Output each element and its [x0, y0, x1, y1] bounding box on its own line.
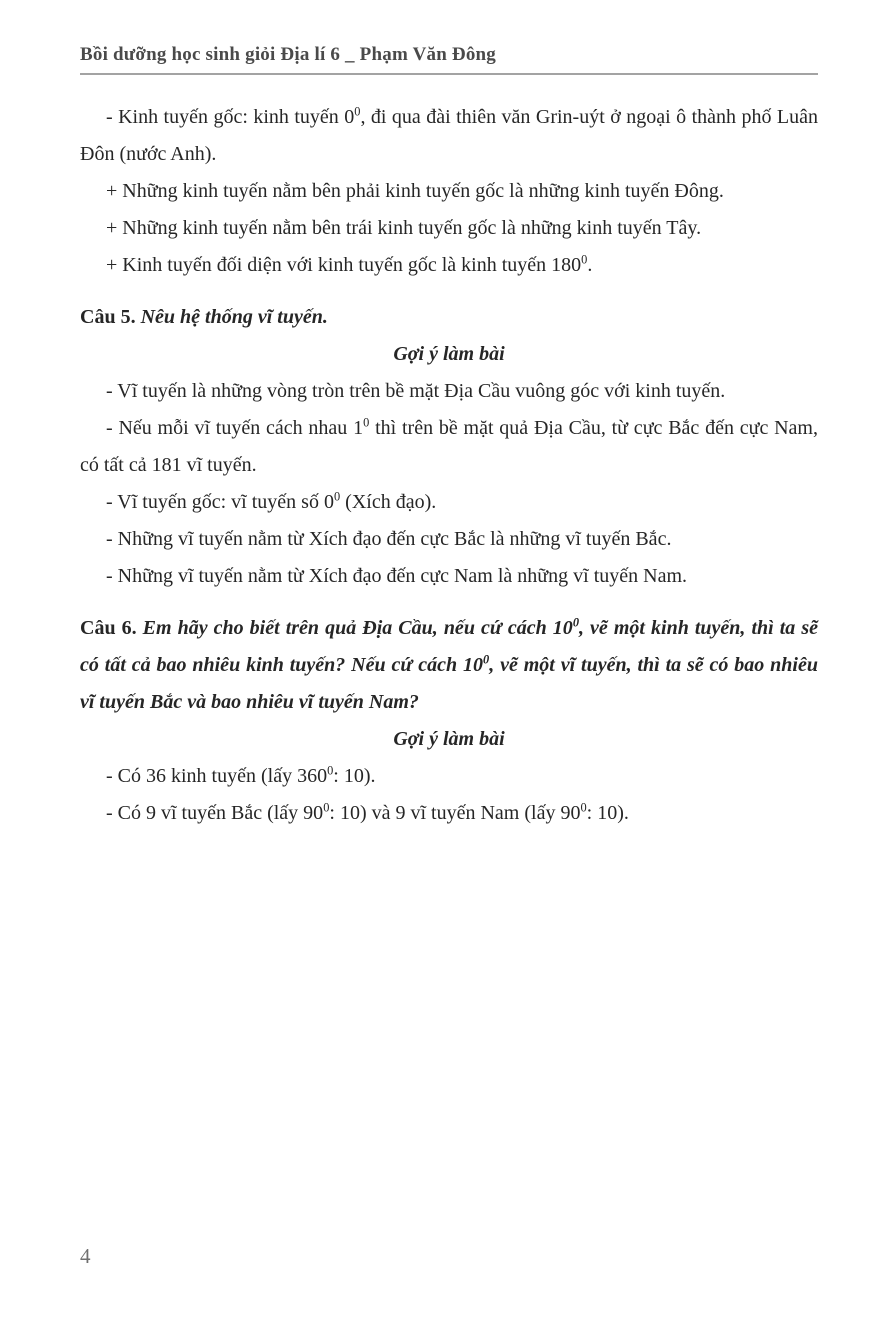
question-6-heading	[80, 610, 818, 721]
text-run: + Những kinh tuyến nằm bên trái kinh tuyến gốc là những kinh tuyến Tây.	[106, 217, 702, 239]
text-run: - Nếu mỗi vĩ tuyến cách nhau 1	[106, 417, 364, 439]
paragraph-meridian-east	[80, 173, 818, 210]
text-run: : 10) và 9 vĩ tuyến Nam (lấy 90	[329, 802, 581, 824]
superscript-degree: 0	[333, 489, 341, 504]
paragraph-parallel-prime	[80, 484, 818, 521]
text-run: - Vĩ tuyến là những vòng tròn trên bề mặt Địa Cầu vuông góc với kinh tuyến.	[106, 380, 726, 402]
superscript-degree: 0	[483, 652, 490, 667]
paragraph-meridian-prime	[80, 99, 818, 173]
superscript-degree: 0	[354, 104, 361, 119]
superscript-degree: 0	[580, 800, 587, 815]
document-body	[80, 99, 818, 832]
text-run: Câu 5.	[80, 306, 141, 328]
text-run: Gợi ý làm bài	[393, 343, 505, 365]
text-run: (Xích đạo).	[340, 491, 437, 513]
hint-heading-2	[80, 721, 818, 758]
paragraph-answer-parallels	[80, 795, 818, 832]
paragraph-parallel-def	[80, 373, 818, 410]
page-number: 4	[80, 1244, 91, 1268]
text-run: : 10).	[333, 765, 376, 787]
text-run: Nêu hệ thống vĩ tuyến.	[140, 306, 328, 328]
text-run: - Có 9 vĩ tuyến Bắc (lấy 90	[106, 802, 324, 824]
text-run: thì trên bề mặt quả Địa Cầu, từ cực Bắc đến cực Nam, có tất cả 181 vĩ tuyến.	[80, 417, 818, 476]
text-run: .	[587, 254, 593, 276]
paragraph-answer-meridians	[80, 758, 818, 795]
text-run: , đi qua đài thiên văn Grin-uýt ở ngoại ô thành phố Luân Đôn (nước Anh).	[80, 106, 818, 165]
paragraph-meridian-180	[80, 247, 818, 284]
paragraph-parallel-south	[80, 558, 818, 595]
text-run: - Vĩ tuyến gốc: vĩ tuyến số 0	[106, 491, 334, 513]
text-run: + Những kinh tuyến nằm bên phải kinh tuyến gốc là những kinh tuyến Đông.	[106, 180, 724, 202]
superscript-degree: 0	[581, 252, 588, 267]
text-run: , vẽ một kinh tuyến, thì ta sẽ có tất cả bao nhiêu kinh tuyến? Nếu cứ cách 10	[80, 617, 818, 676]
superscript-degree: 0	[572, 615, 580, 630]
paragraph-parallel-count	[80, 410, 818, 484]
superscript-degree: 0	[323, 800, 330, 815]
superscript-degree: 0	[363, 415, 370, 430]
text-run: - Những vĩ tuyến nằm từ Xích đạo đến cực Bắc là những vĩ tuyến Bắc.	[106, 528, 672, 550]
text-run: : 10).	[586, 802, 629, 824]
page-header-title: Bồi dưỡng học sinh giỏi Địa lí 6 _ Phạm Văn Đông	[80, 44, 818, 75]
text-run: - Có 36 kinh tuyến (lấy 360	[106, 765, 328, 787]
paragraph-parallel-north	[80, 521, 818, 558]
text-run: Em hãy cho biết trên quả Địa Cầu, nếu cứ cách 10	[142, 617, 573, 639]
paragraph-meridian-west	[80, 210, 818, 247]
text-run: - Kinh tuyến gốc: kinh tuyến 0	[106, 106, 355, 128]
hint-heading-1	[80, 336, 818, 373]
text-run: Câu 6.	[80, 617, 143, 639]
text-run: Gợi ý làm bài	[393, 728, 505, 750]
text-run: , vẽ một vĩ tuyến, thì ta sẽ có bao nhiêu vĩ tuyến Bắc và bao nhiêu vĩ tuyến Nam?	[80, 654, 818, 713]
text-run: + Kinh tuyến đối diện với kinh tuyến gốc là kinh tuyến 180	[106, 254, 582, 276]
superscript-degree: 0	[327, 763, 334, 778]
question-5-heading	[80, 299, 818, 336]
text-run: - Những vĩ tuyến nằm từ Xích đạo đến cực Nam là những vĩ tuyến Nam.	[106, 565, 688, 587]
